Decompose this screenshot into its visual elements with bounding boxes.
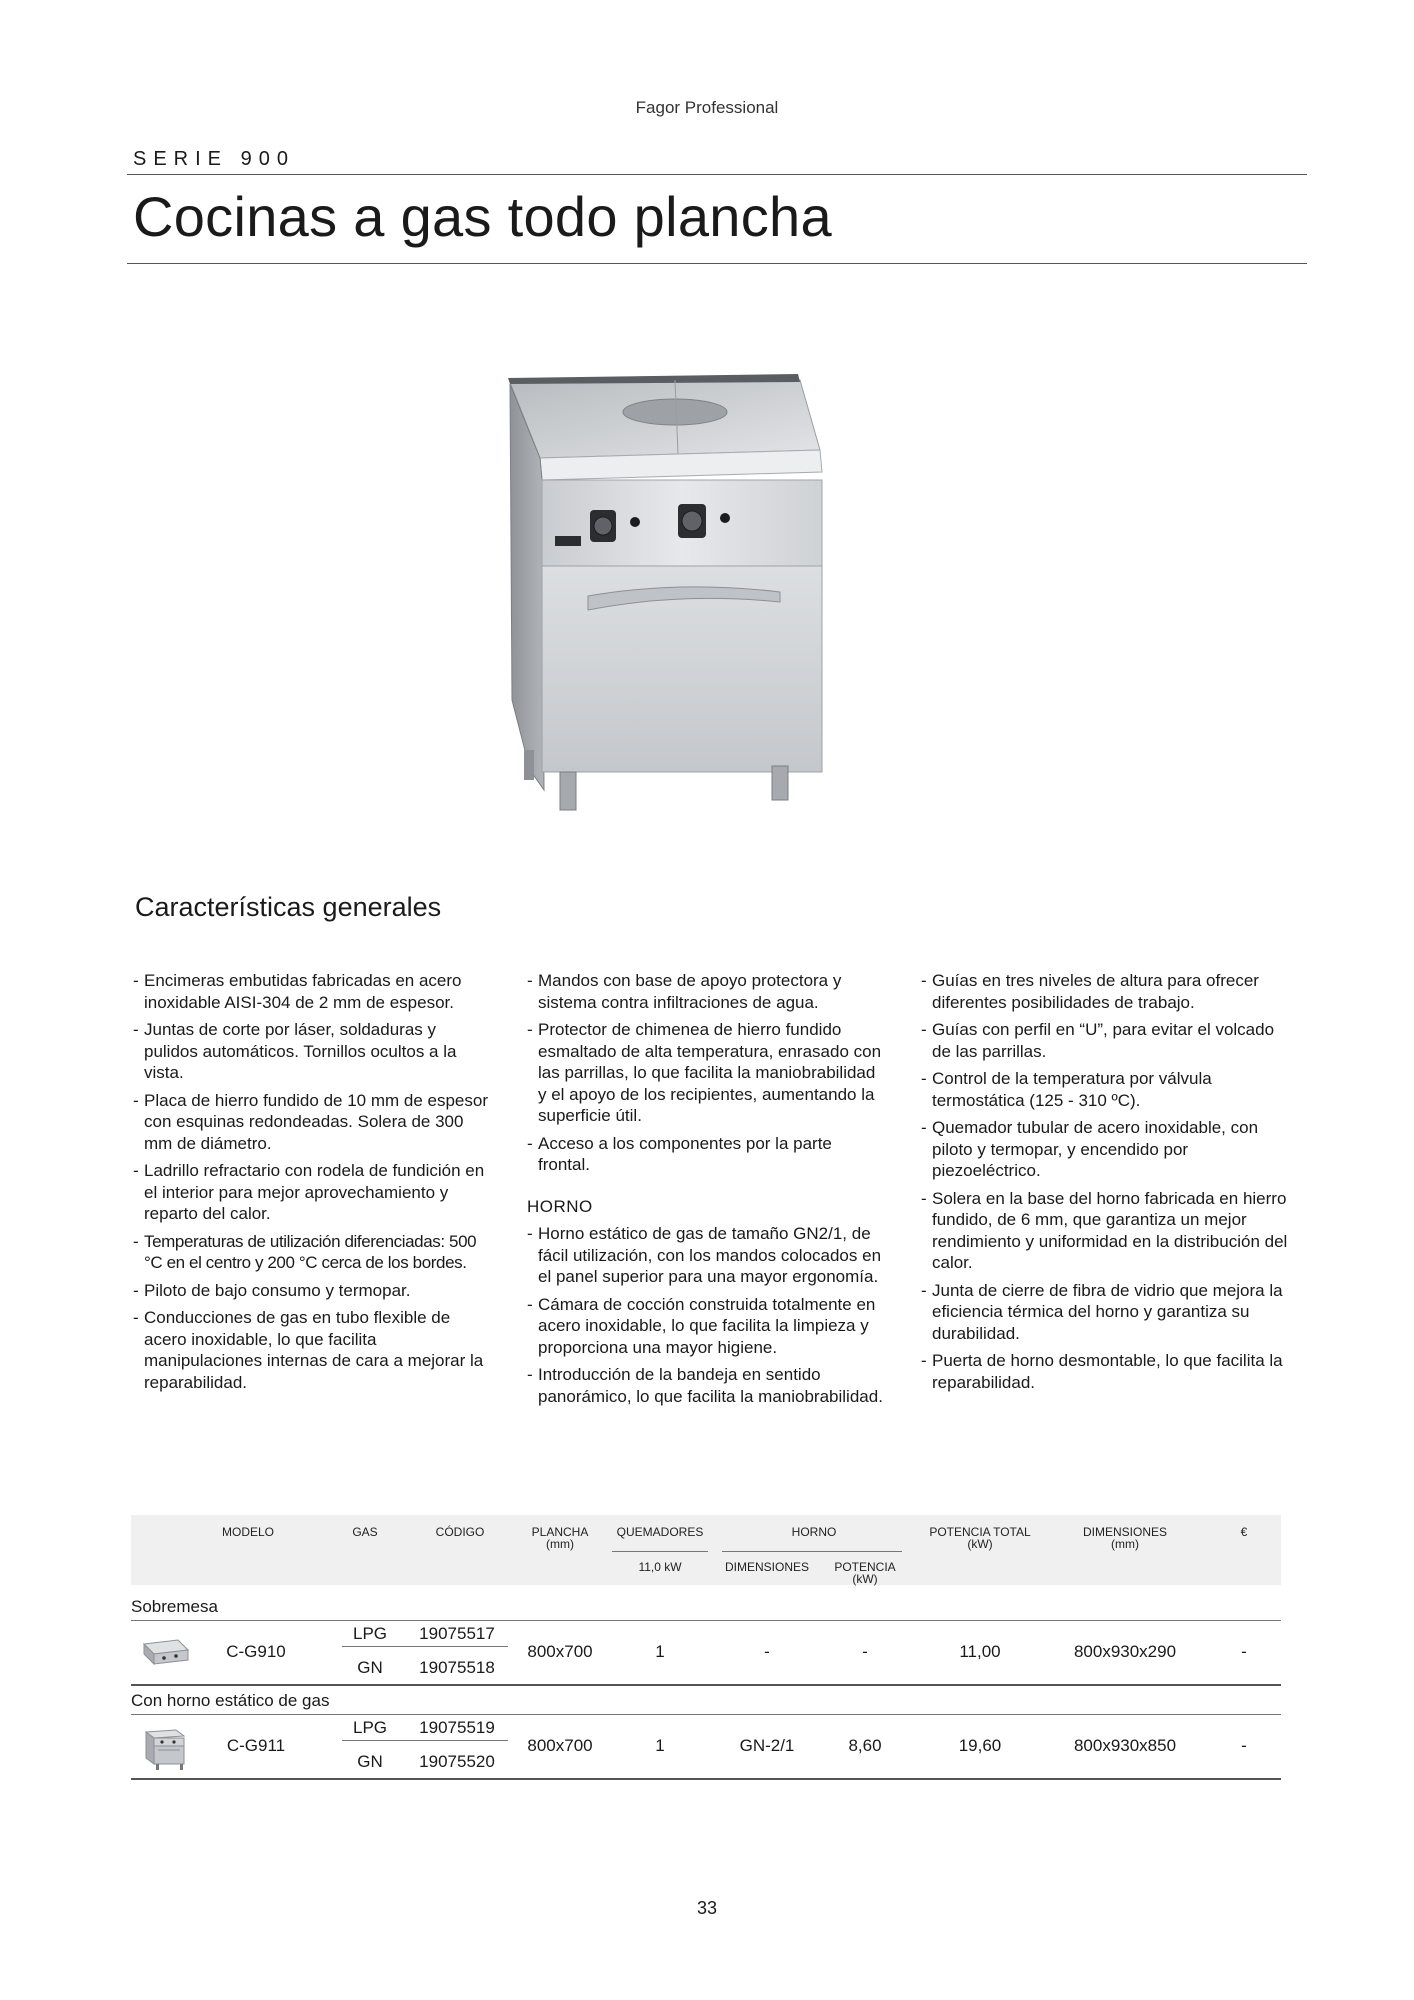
header-rule-top bbox=[127, 174, 1307, 175]
gas-cell: LPG bbox=[352, 1718, 388, 1737]
feature-item: - Guías en tres niveles de altura para ofrecer diferentes posibilidades de trabajo. bbox=[921, 970, 1291, 1013]
th-plancha-unit: (mm) bbox=[546, 1537, 574, 1551]
product-thumbnail bbox=[140, 1726, 192, 1772]
dimensiones-cell: 800x930x290 bbox=[1073, 1642, 1177, 1661]
feature-item: - Junta de cierre de fibra de vidrio que mejora la eficiencia térmica del horno y garantiza su durabilidad. bbox=[921, 1280, 1291, 1345]
plancha-cell: 800x700 bbox=[527, 1642, 593, 1661]
feature-item: - Piloto de bajo consumo y termopar. bbox=[133, 1280, 493, 1302]
brand-name: Fagor Professional bbox=[635, 98, 779, 117]
feature-item: - Mandos con base de apoyo protectora y sistema contra infiltraciones de agua. bbox=[527, 970, 887, 1013]
horno-pot-cell: 8,60 bbox=[848, 1736, 882, 1755]
th-potencia-total-label: POTENCIA TOTAL bbox=[929, 1525, 1031, 1539]
horno-pot-cell: - bbox=[862, 1642, 868, 1661]
feature-item: - Cámara de cocción construida totalmente en acero inoxidable, lo que facilita la limpieza y proporciona una mayor higiene. bbox=[527, 1294, 887, 1359]
th-quemadores-sub: 11,0 kW bbox=[638, 1560, 682, 1574]
page-title: Cocinas a gas todo plancha bbox=[133, 185, 832, 248]
dimensiones-cell: 800x930x850 bbox=[1073, 1736, 1177, 1755]
feature-item: - Guías con perfil en “U”, para evitar el volcado de las parrillas. bbox=[921, 1019, 1291, 1062]
feature-item: - Conducciones de gas en tubo flexible de acero inoxidable, lo que facilita manipulaciones internas de cara a mejorar la reparabilidad. bbox=[133, 1307, 493, 1393]
group-bottom-rule bbox=[131, 1684, 1281, 1686]
codigo-cell: 19075518 bbox=[419, 1658, 495, 1677]
model-cell: C-G910 bbox=[226, 1642, 286, 1661]
feature-item: - Acceso a los componentes por la parte frontal. bbox=[527, 1133, 887, 1176]
th-modelo: MODELO bbox=[221, 1525, 274, 1539]
potencia-total-cell: 19,60 bbox=[958, 1736, 1002, 1755]
gas-cell: GN bbox=[357, 1658, 383, 1677]
gas-cell: LPG bbox=[352, 1624, 388, 1643]
features-column-2 bbox=[527, 970, 887, 1413]
th-dimensiones-label: DIMENSIONES bbox=[1082, 1525, 1167, 1539]
oven-subheading: HORNO bbox=[527, 1196, 593, 1216]
th-precio: € bbox=[1240, 1525, 1248, 1539]
th-potencia-total bbox=[915, 1526, 1045, 1550]
header-rule-bottom bbox=[127, 263, 1307, 264]
th-plancha bbox=[515, 1526, 605, 1550]
series-label: SERIE 900 bbox=[133, 148, 295, 170]
th-codigo: CÓDIGO bbox=[435, 1525, 485, 1539]
feature-item: - Introducción de la bandeja en sentido panorámico, lo que facilita la maniobrabilidad. bbox=[527, 1364, 887, 1407]
features-column-1 bbox=[133, 970, 493, 1399]
feature-item: - Placa de hierro fundido de 10 mm de espesor con esquinas redondeadas. Solera de 300 mm de diámetro. bbox=[133, 1090, 493, 1155]
plancha-cell: 800x700 bbox=[527, 1736, 593, 1755]
feature-item: - Solera en la base del horno fabricada en hierro fundido, de 6 mm, que garantiza un mejor rendimiento y uniformidad en la distribución del calor. bbox=[921, 1188, 1291, 1274]
features-column-3 bbox=[921, 970, 1291, 1399]
th-horno-pot-unit: (kW) bbox=[852, 1572, 878, 1586]
th-dimensiones-unit: (mm) bbox=[1111, 1537, 1139, 1551]
th-horno-pot bbox=[825, 1561, 905, 1585]
group-rule bbox=[131, 1620, 1281, 1621]
table-bottom-rule bbox=[131, 1778, 1281, 1780]
codigo-cell: 19075520 bbox=[419, 1752, 495, 1771]
page-number: 33 bbox=[696, 1898, 718, 1918]
product-image bbox=[500, 370, 940, 830]
th-quemadores: QUEMADORES bbox=[616, 1525, 704, 1539]
th-quemadores-rule bbox=[612, 1551, 708, 1552]
precio-cell: - bbox=[1241, 1642, 1247, 1661]
th-dimensiones bbox=[1060, 1526, 1190, 1550]
quemadores-cell: 1 bbox=[655, 1642, 665, 1661]
th-horno-pot-label: POTENCIA bbox=[834, 1560, 896, 1574]
feature-item: - Puerta de horno desmontable, lo que facilita la reparabilidad. bbox=[921, 1350, 1291, 1393]
th-horno: HORNO bbox=[791, 1525, 837, 1539]
quemadores-cell: 1 bbox=[655, 1736, 665, 1755]
feature-item: - Horno estático de gas de tamaño GN2/1, de fácil utilización, con los mandos colocados en el panel superior para una mayor ergonomía. bbox=[527, 1223, 887, 1288]
horno-dim-cell: - bbox=[764, 1642, 770, 1661]
model-cell: C-G911 bbox=[226, 1736, 286, 1755]
horno-dim-cell: GN-2/1 bbox=[739, 1736, 795, 1755]
group-label: Con horno estático de gas bbox=[131, 1691, 330, 1710]
feature-item: - Protector de chimenea de hierro fundido esmaltado de alta temperatura, enrasado con las parrillas, lo que facilita la maniobrabilidad y el apoyo de los recipientes, aumentando la superficie útil. bbox=[527, 1019, 887, 1127]
variant-rule bbox=[342, 1740, 508, 1741]
group-label: Sobremesa bbox=[131, 1597, 218, 1616]
product-thumbnail bbox=[140, 1634, 192, 1674]
variant-rule bbox=[342, 1646, 508, 1647]
th-horno-rule bbox=[722, 1551, 902, 1552]
codigo-cell: 19075517 bbox=[419, 1624, 495, 1643]
precio-cell: - bbox=[1241, 1736, 1247, 1755]
group-rule bbox=[131, 1714, 1281, 1715]
feature-item: - Encimeras embutidas fabricadas en acero inoxidable AISI-304 de 2 mm de espesor. bbox=[133, 970, 493, 1013]
codigo-cell: 19075519 bbox=[419, 1718, 495, 1737]
potencia-total-cell: 11,00 bbox=[959, 1642, 1001, 1661]
gas-cell: GN bbox=[357, 1752, 383, 1771]
feature-item: - Ladrillo refractario con rodela de fundición en el interior para mejor aprovechamiento y reparto del calor. bbox=[133, 1160, 493, 1225]
feature-item: - Temperaturas de utilización diferenciadas: 500 °C en el centro y 200 °C cerca de los bordes. bbox=[133, 1231, 493, 1274]
th-plancha-label: PLANCHA bbox=[531, 1525, 589, 1539]
features-heading: Características generales bbox=[135, 892, 442, 922]
th-horno-dim: DIMENSIONES bbox=[724, 1560, 809, 1574]
th-potencia-total-unit: (kW) bbox=[967, 1537, 993, 1551]
th-gas: GAS bbox=[352, 1525, 378, 1539]
feature-item: - Juntas de corte por láser, soldaduras y pulidos automáticos. Tornillos ocultos a la vista. bbox=[133, 1019, 493, 1084]
feature-item: - Control de la temperatura por válvula termostática (125 - 310 ºC). bbox=[921, 1068, 1291, 1111]
feature-item: - Quemador tubular de acero inoxidable, con piloto y termopar, y encendido por piezoeléctrico. bbox=[921, 1117, 1291, 1182]
